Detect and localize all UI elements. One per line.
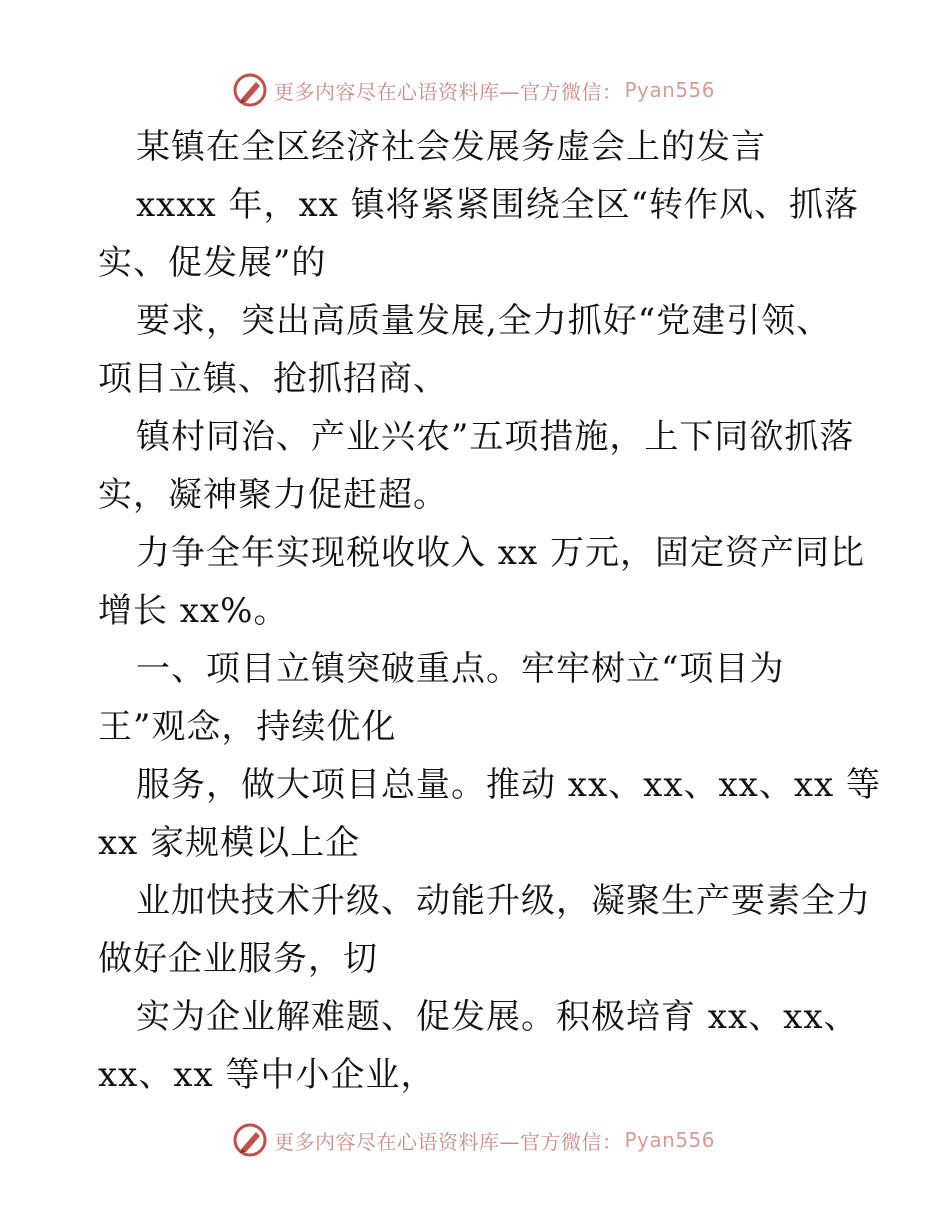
watermark-wechat-id: Pyan556: [624, 1128, 716, 1152]
paragraph-line: 实、促发展”的: [98, 243, 327, 283]
watermark-text: 更多内容尽在心语资料库—官方微信：: [274, 79, 623, 104]
paragraph-line: 实为企业解难题、促发展。积极培育 xx、xx、: [136, 997, 859, 1037]
section-heading-line: 一、项目立镇突破重点。牢牢树立“项目为: [136, 649, 785, 689]
paragraph-line: 要求，突出高质量发展,全力抓好“党建引领、: [136, 301, 832, 341]
paragraph-line: 镇村同治、产业兴农”五项措施，上下同欲抓落: [136, 417, 855, 457]
paragraph-line: 业加快技术升级、动能升级，凝聚生产要素全力: [136, 881, 871, 921]
paragraph-line: 做好企业服务，切: [98, 939, 378, 979]
paragraph-line: xx、xx 等中小企业，: [98, 1055, 436, 1095]
document-body: [98, 118, 882, 1104]
footer-watermark: [232, 1120, 732, 1160]
watermark-text: 更多内容尽在心语资料库—官方微信：: [274, 1129, 623, 1154]
paragraph-line: 力争全年实现税收收入 xx 万元，固定资产同比: [136, 533, 865, 573]
paragraph-line: 项目立镇、抢抓招商、: [98, 359, 448, 399]
pen-logo-icon: [232, 72, 268, 108]
paragraph-line: 实，凝神聚力促赶超。: [98, 475, 448, 515]
paragraph-line: xx 家规模以上企: [98, 823, 361, 863]
pen-logo-icon: [232, 1122, 268, 1158]
paragraph-line: xxxx 年，xx 镇将紧紧围绕全区“转作风、抓落: [136, 185, 860, 225]
paragraph-line: 增长 xx%。: [98, 591, 289, 631]
watermark-wechat-id: Pyan556: [624, 78, 716, 102]
paragraph-line: 服务，做大项目总量。推动 xx、xx、xx、xx 等: [136, 765, 882, 805]
header-watermark: [232, 70, 732, 110]
document-title: 某镇在全区经济社会发展务虚会上的发言: [136, 127, 766, 167]
paragraph-line: 王”观念，持续优化: [98, 707, 397, 747]
